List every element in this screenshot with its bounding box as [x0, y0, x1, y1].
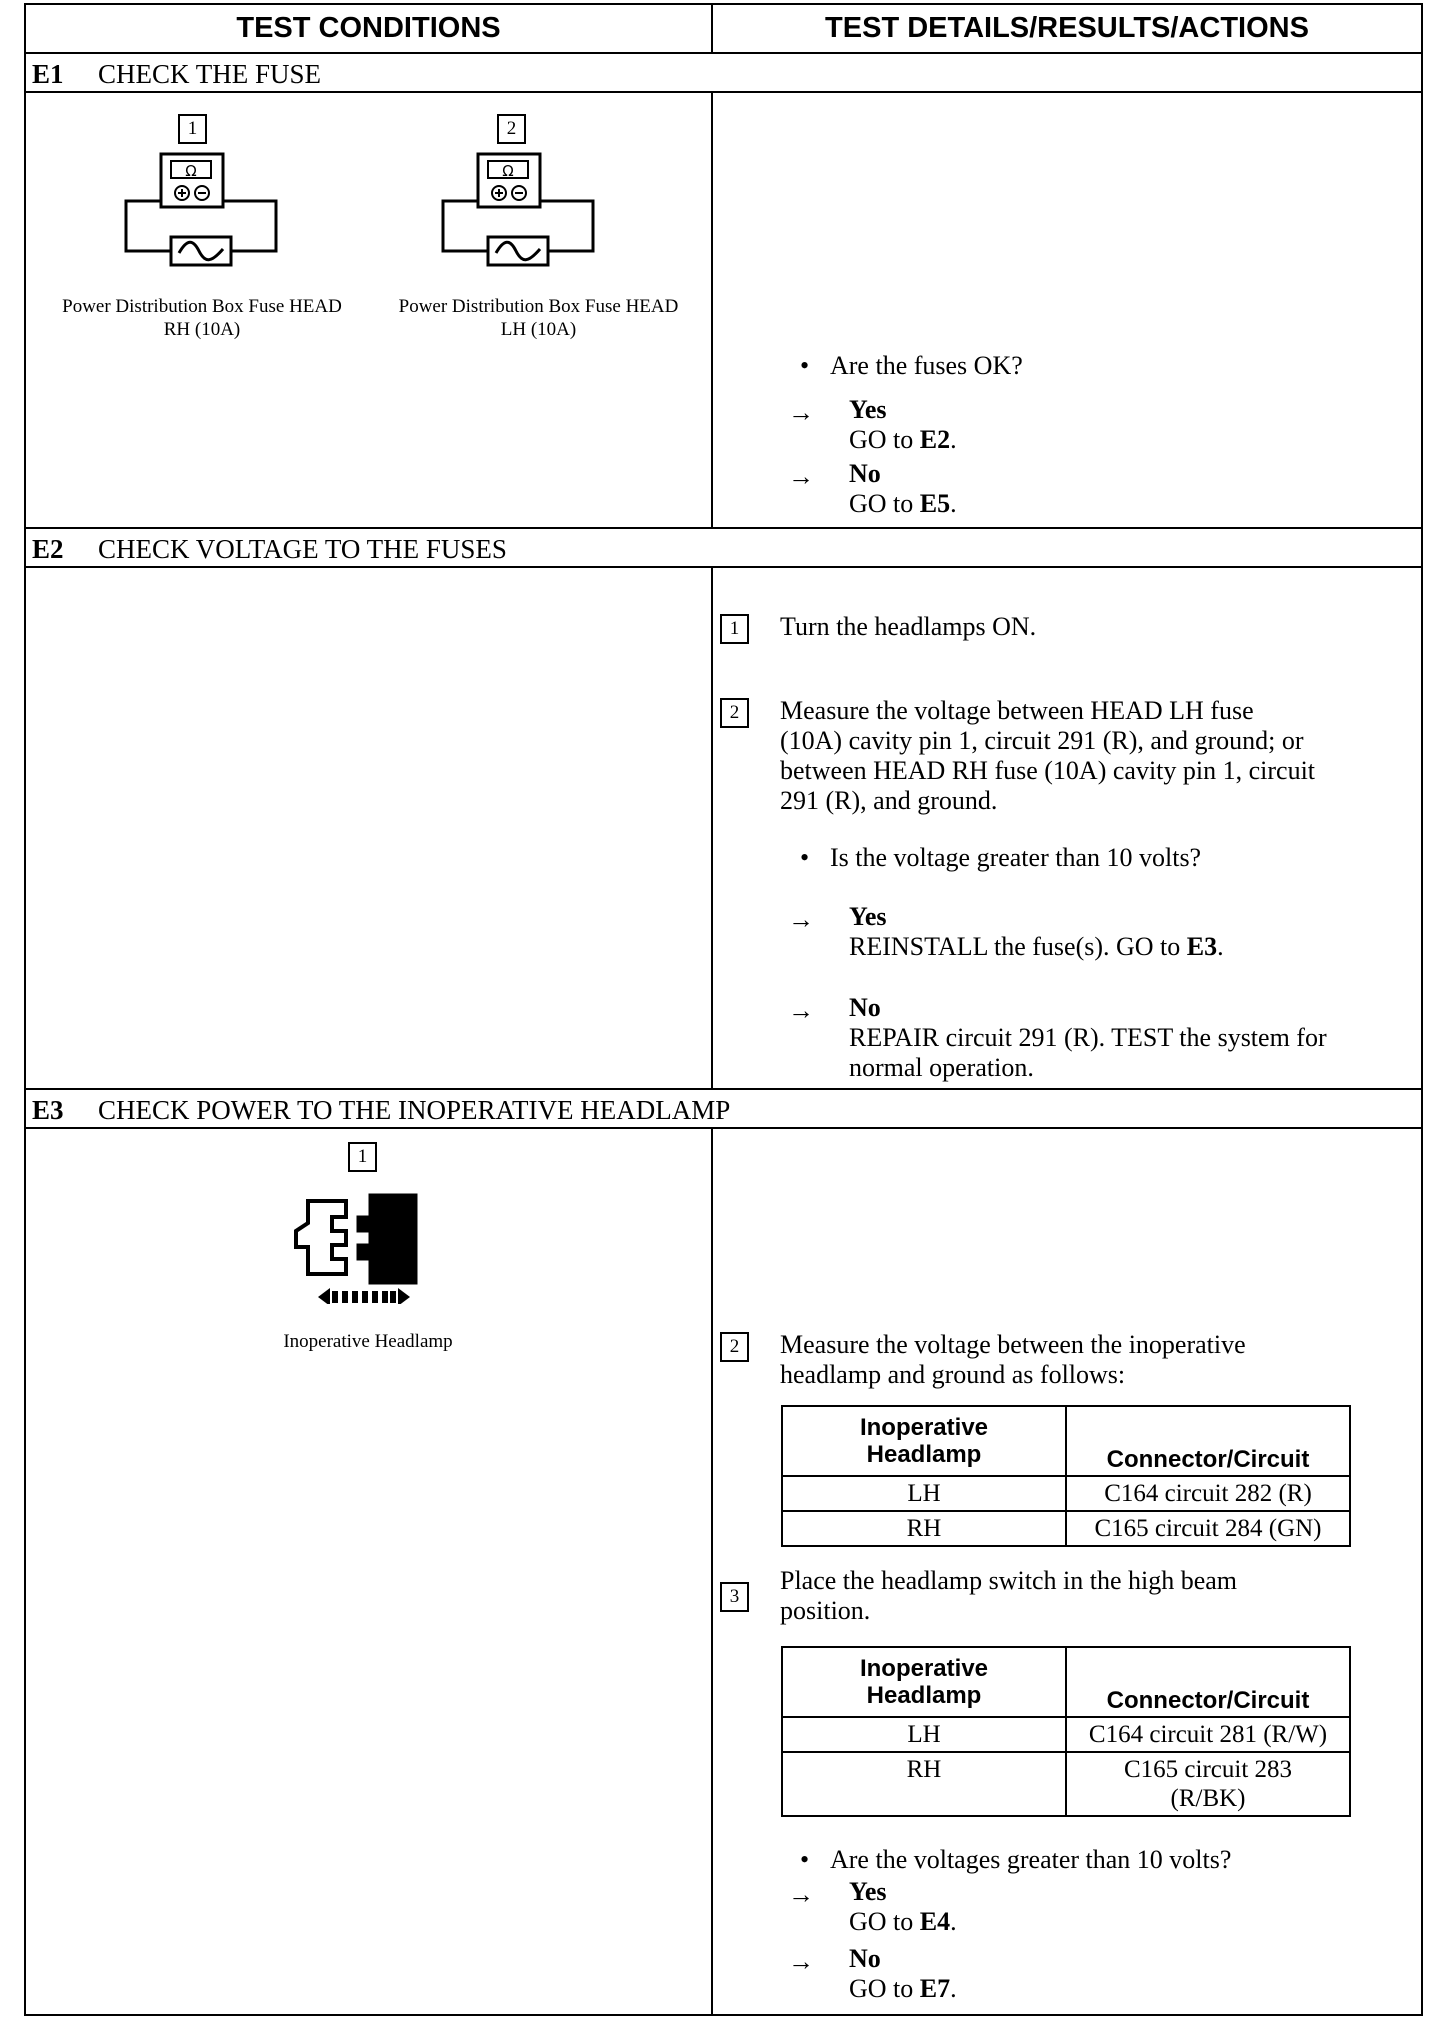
table-col-headlamp-line2: Headlamp — [866, 1441, 982, 1468]
e3-step3-box: 3 — [720, 1582, 749, 1612]
arrow-icon: → — [788, 996, 814, 1025]
table-col-headlamp — [782, 1406, 1066, 1476]
table-cell: LH — [782, 1476, 1066, 1511]
e2-yes-label: Yes — [849, 902, 887, 931]
e1-yes-label: Yes — [849, 395, 887, 424]
table-cell: C165 circuit 284 (GN) — [1066, 1511, 1350, 1546]
e3-no-text: GO to — [849, 1974, 920, 2003]
e3-fig-step-box: 1 — [348, 1142, 377, 1172]
e1-fig2-step-box: 2 — [497, 114, 526, 144]
e2-no-result — [849, 993, 1327, 1083]
e3-question: • Are the voltages greater than 10 volts? — [830, 1845, 1231, 1875]
e2-step2-box: 2 — [720, 698, 749, 728]
e1-fig2-caption-line2: LH (10A) — [500, 319, 577, 340]
table-col-connector: Connector/Circuit — [1066, 1406, 1350, 1476]
e3-step3-line1: Place the headlamp switch in the high beam — [780, 1566, 1238, 1595]
arrow-icon: → — [788, 1947, 814, 1976]
table-row — [782, 1511, 1350, 1546]
e3-yes-ref: E4 — [919, 1907, 951, 1936]
e1-fig1-caption-line1: Power Distribution Box Fuse HEAD — [62, 296, 342, 317]
e3-fig-caption: Inoperative Headlamp — [283, 1331, 453, 1352]
e3-step3-line2: position. — [780, 1596, 871, 1625]
e1-yes-text: GO to — [849, 425, 920, 454]
table-row — [782, 1717, 1350, 1752]
table-row — [782, 1476, 1350, 1511]
e3-no-action — [849, 1974, 957, 2004]
svg-text:Ω: Ω — [502, 162, 514, 180]
e1-no-text: GO to — [849, 489, 920, 518]
e1-fig1-caption — [26, 295, 378, 341]
section-e3-heading — [32, 1092, 730, 1128]
table-row — [782, 1752, 1350, 1816]
e3-voltage-table-1 — [781, 1405, 1351, 1547]
arrow-icon: → — [788, 1880, 814, 1909]
e1-no-label: No — [849, 459, 881, 488]
e1-yes-action — [849, 425, 957, 455]
e2-yes-end: . — [1217, 932, 1224, 961]
table-header-row — [782, 1647, 1350, 1717]
e1-yes-result — [849, 395, 957, 455]
table-cell: RH — [782, 1752, 1066, 1816]
e3-no-end: . — [950, 1974, 957, 2003]
e2-yes-action — [849, 932, 1224, 962]
e3-yes-label: Yes — [849, 1877, 887, 1906]
e3-step2-box: 2 — [720, 1332, 749, 1362]
section-e1-heading — [32, 56, 321, 92]
e2-no-line2: normal operation. — [849, 1053, 1034, 1082]
svg-text:Ω: Ω — [185, 162, 197, 180]
e3-no-ref: E7 — [919, 1974, 951, 2003]
e3-step3-text — [780, 1566, 1237, 1626]
section-e3-id: E3 — [32, 1095, 64, 1125]
ohmmeter-fuse-icon — [438, 149, 598, 269]
section-e2-heading — [32, 531, 507, 567]
e1-fig1-step-box: 1 — [178, 114, 207, 144]
e1-fig1-caption-line2: RH (10A) — [163, 319, 241, 340]
table-header-row — [782, 1406, 1350, 1476]
e3-yes-action — [849, 1907, 957, 1937]
e2-step2-line: 291 (R), and ground. — [780, 786, 998, 815]
e3-yes-text: GO to — [849, 1907, 920, 1936]
e2-step2-line: (10A) cavity pin 1, circuit 291 (R), and ground; or — [780, 726, 1304, 755]
e1-no-ref: E5 — [919, 489, 951, 518]
arrow-icon: → — [788, 905, 814, 934]
table-col-headlamp-line2: Headlamp — [866, 1682, 982, 1709]
test-procedure-sheet — [24, 3, 1423, 2016]
e1-yes-end: . — [950, 425, 957, 454]
e1-yes-ref: E2 — [919, 425, 951, 454]
e2-no-label: No — [849, 993, 881, 1022]
table-cell-line1: C165 circuit 283 — [1123, 1756, 1293, 1783]
ohmmeter-fuse-icon — [121, 149, 281, 269]
table-cell: LH — [782, 1717, 1066, 1752]
connector-disconnect-icon — [288, 1179, 438, 1304]
e3-step2-line2: headlamp and ground as follows: — [780, 1360, 1126, 1389]
e1-no-end: . — [950, 489, 957, 518]
table-cell — [1066, 1752, 1350, 1816]
e3-yes-result — [849, 1877, 957, 1937]
e2-yes-ref: E3 — [1186, 932, 1218, 961]
header-test-conditions: TEST CONDITIONS — [236, 12, 501, 44]
e2-step2-text — [780, 696, 1420, 816]
e3-no-label: No — [849, 1944, 881, 1973]
e2-step2-line: between HEAD RH fuse (10A) cavity pin 1, circuit — [780, 756, 1316, 785]
e3-step2-line1: Measure the voltage between the inoperative — [780, 1330, 1246, 1359]
section-e2-title: CHECK VOLTAGE TO THE FUSES — [98, 534, 507, 564]
e2-yes-result — [849, 902, 1224, 962]
e1-fig2-caption-line1: Power Distribution Box Fuse HEAD — [398, 296, 679, 317]
e2-step1-box: 1 — [720, 614, 749, 644]
arrow-icon: → — [788, 462, 814, 491]
e1-no-action — [849, 489, 957, 519]
e3-voltage-table-2 — [781, 1646, 1351, 1817]
table-cell: C164 circuit 282 (R) — [1066, 1476, 1350, 1511]
e2-step1-text: Turn the headlamps ON. — [780, 612, 1037, 641]
table-col-headlamp-line1: Inoperative — [859, 1655, 989, 1682]
table-cell-line2: (R/BK) — [1170, 1785, 1246, 1812]
section-e2-id: E2 — [32, 534, 64, 564]
header-test-details: TEST DETAILS/RESULTS/ACTIONS — [825, 12, 1309, 44]
e3-no-result — [849, 1944, 957, 2004]
arrow-icon: → — [788, 398, 814, 427]
table-cell: RH — [782, 1511, 1066, 1546]
e1-no-result — [849, 459, 957, 519]
e2-step2-line: Measure the voltage between HEAD LH fuse — [780, 696, 1254, 725]
e2-no-line1: REPAIR circuit 291 (R). TEST the system for — [849, 1023, 1327, 1052]
e1-fig2-caption — [366, 295, 711, 341]
table-col-connector: Connector/Circuit — [1066, 1647, 1350, 1717]
table-cell: C164 circuit 281 (R/W) — [1066, 1717, 1350, 1752]
e3-yes-end: . — [950, 1907, 957, 1936]
table-col-headlamp-line1: Inoperative — [859, 1414, 989, 1441]
section-e1-title: CHECK THE FUSE — [98, 59, 322, 89]
e1-question: • Are the fuses OK? — [830, 351, 1023, 381]
e2-question: • Is the voltage greater than 10 volts? — [830, 843, 1201, 873]
section-e3-title: CHECK POWER TO THE INOPERATIVE HEADLAMP — [98, 1095, 731, 1125]
e3-step2-text — [780, 1330, 1246, 1390]
e2-yes-text: REINSTALL the fuse(s). GO to — [849, 932, 1187, 961]
table-col-headlamp — [782, 1647, 1066, 1717]
section-e1-id: E1 — [32, 59, 64, 89]
